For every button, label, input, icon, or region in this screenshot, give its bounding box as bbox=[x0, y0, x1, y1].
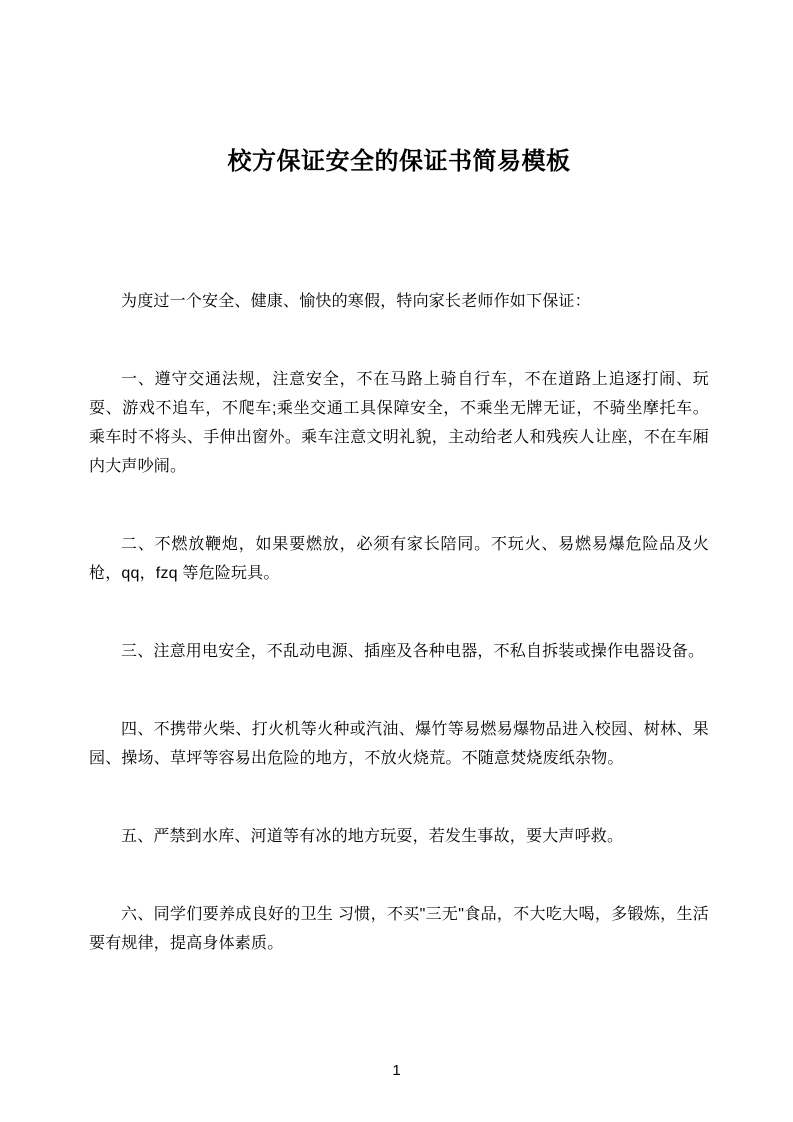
document-title: 校方保证安全的保证书简易模板 bbox=[227, 148, 571, 175]
paragraph-item-5: 五、严禁到水库、河道等有冰的地方玩耍，若发生事故，要大声呼救。 bbox=[121, 828, 624, 845]
paragraph-intro: 为度过一个安全、健康、愉快的寒假，特向家长老师作如下保证： bbox=[121, 293, 591, 310]
paragraph-item-3: 三、注意用电安全，不乱动电源、插座及各种电器，不私自拆装或操作电器设备。 bbox=[121, 643, 705, 660]
paragraph-item-4: 四、不携带火柴、打火机等火种或汽油、爆竹等易燃易爆物品进入校园、树林、果园、操场、草坪等容易出危险的地方，不放火烧荒。不随意焚烧废纸杂物。 bbox=[89, 721, 709, 767]
page-number: 1 bbox=[392, 1062, 401, 1079]
paragraph-item-6: 六、同学们要养成良好的卫生 习惯，不买"三无"食品，不大吃大喝，多锻炼，生活要有规律，提高身体素质。 bbox=[89, 906, 709, 952]
paragraph-item-2: 二、不燃放鞭炮，如果要燃放，必须有家长陪同。不玩火、易燃易爆危险品及火枪，qq，fzq 等危险玩具。 bbox=[89, 536, 709, 582]
paragraph-item-1: 一、遵守交通法规，注意安全，不在马路上骑自行车，不在道路上追逐打闹、玩耍、游戏不追车，不爬车;乘坐交通工具保障安全，不乘坐无牌无证，不骑坐摩托车。乘车时不将头、手伸出窗外。乘车注意文明礼貌，主动给老人和残疾人让座，不在车厢内大声吵闹。 bbox=[89, 371, 709, 475]
